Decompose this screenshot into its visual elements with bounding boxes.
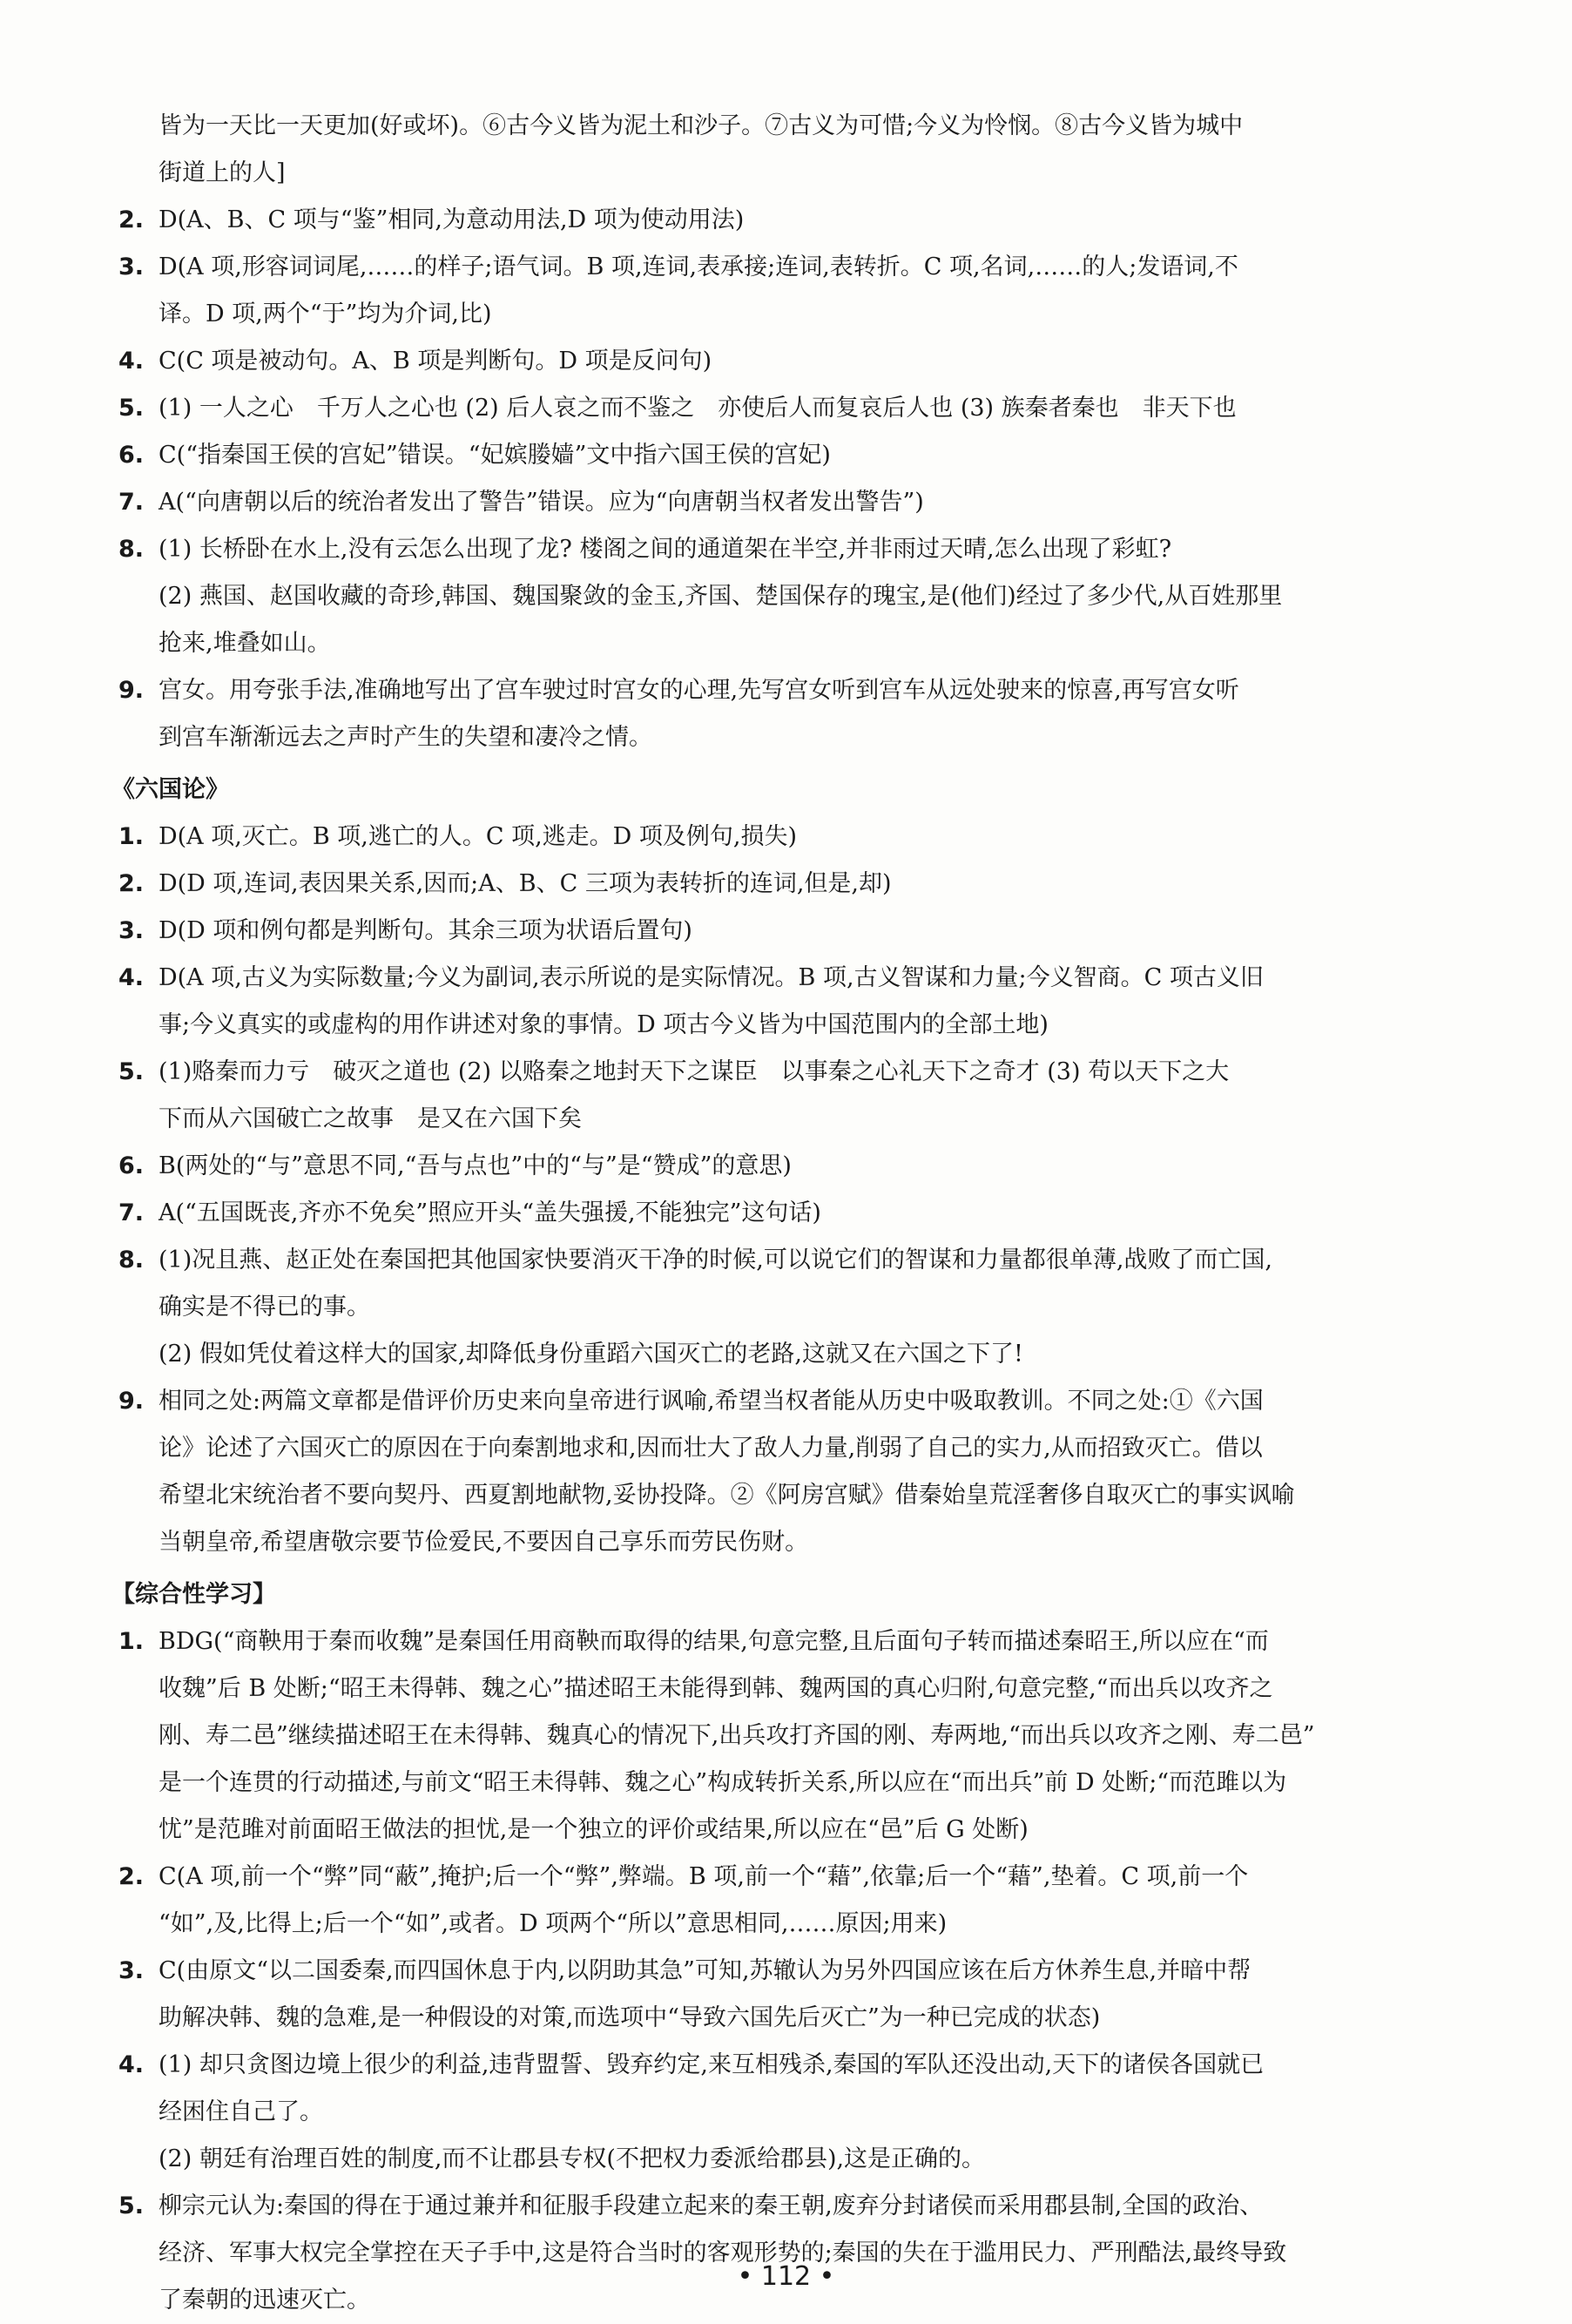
text-line: BDG(“商鞅用于秦而收魏”是秦国任用商鞅而取得的结果,句意完整,且后面句子转而描述秦昭王,所以应在“而: [159, 1628, 1269, 1655]
answer-item: [111, 385, 1470, 432]
text-line: B(两处的“与”意思不同,“吾与点也”中的“与”是“赞成”的意思): [159, 1152, 792, 1179]
answer-item: [111, 244, 1470, 338]
text-line: (2) 燕国、赵国收藏的奇珍,韩国、魏国聚敛的金玉,齐国、楚国保存的瑰宝,是(他们)经过了多少代,从百姓那里: [159, 583, 1283, 610]
answer-item: [111, 2042, 1470, 2183]
item-number: 6.: [118, 442, 145, 469]
answer-item: [111, 1948, 1470, 2042]
text-line: 宫女。用夸张手法,准确地写出了宫车驶过时宫女的心理,先写宫女听到宫车从远处驶来的惊喜,再写宫女听: [159, 677, 1239, 704]
text-line: 助解决韩、魏的急难,是一种假设的对策,而选项中“导致六国先后灭亡”为一种已完成的状态): [159, 2004, 1101, 2031]
text-line: (1) 一人之心 千万人之心也 (2) 后人哀之而不鉴之 亦使后人而复哀后人也 (3) 族秦者秦也 非天下也: [159, 395, 1237, 422]
answer-item: [111, 432, 1470, 479]
text-line: 经困住自己了。: [159, 2098, 323, 2125]
text-line: 忧”是范雎对前面昭王做法的担忧,是一个独立的评价或结果,所以应在“邑”后 G 处断): [159, 1816, 1029, 1843]
answer-item: [111, 667, 1470, 761]
continued-paragraph: [111, 103, 1470, 197]
text-line: A(“五国既丧,齐亦不免矣”照应开头“盖失强援,不能独完”这句话): [159, 1199, 821, 1226]
item-number: 3.: [118, 917, 145, 944]
text-line: (1)况且燕、赵正处在秦国把其他国家快要消灭干净的时候,可以说它们的智谋和力量都很单薄,战败了而亡国,: [159, 1246, 1272, 1273]
item-number: 5.: [118, 2192, 145, 2219]
text-line: (1) 长桥卧在水上,没有云怎么出现了龙? 楼阁之间的通道架在半空,并非雨过天晴,怎么出现了彩虹?: [159, 536, 1172, 563]
text-line: “如”,及,比得上;后一个“如”,或者。D 项两个“所以”意思相同,……原因;用来): [159, 1910, 948, 1937]
item-number: 5.: [118, 1058, 145, 1085]
answer-item: [111, 814, 1470, 861]
page-content: [111, 103, 1470, 2324]
text-line: C(A 项,前一个“弊”同“蔽”,掩护;后一个“弊”,弊端。B 项,前一个“藉”,依靠;后一个“藉”,垫着。C 项,前一个: [159, 1863, 1249, 1890]
answer-item: [111, 197, 1470, 244]
text-line: (1)赂秦而力亏 破灭之道也 (2) 以赂秦之地封天下之谋臣 以事秦之心礼天下之奇才 (3) 苟以天下之大: [159, 1058, 1230, 1085]
text-line: 街道上的人]: [159, 159, 286, 186]
text-line: 到宫车渐渐远去之声时产生的失望和凄冷之情。: [159, 724, 652, 751]
text-line: 事;今义真实的或虚构的用作讲述对象的事情。D 项古今义皆为中国范围内的全部土地): [159, 1011, 1049, 1038]
answer-item: [111, 908, 1470, 955]
item-number: 9.: [118, 1388, 145, 1415]
item-number: 7.: [118, 489, 145, 516]
text-line: 确实是不得已的事。: [159, 1294, 370, 1321]
section-heading-comprehensive-study: 【综合性学习】: [111, 1581, 276, 1608]
item-number: 1.: [118, 1628, 145, 1655]
text-line: 经济、军事大权完全掌控在天子手中,这是符合当时的客观形势的;秦国的失在于滥用民力、严刑酷法,最终导致: [159, 2240, 1287, 2267]
text-line: (2) 假如凭仗着这样大的国家,却降低身份重蹈六国灭亡的老路,这就又在六国之下了!: [159, 1341, 1023, 1368]
text-line: 希望北宋统治者不要向契丹、西夏割地献物,妥协投降。②《阿房宫赋》借秦始皇荒淫奢侈自取灭亡的事实讽喻: [159, 1482, 1295, 1509]
answer-item: [111, 1190, 1470, 1237]
sub-answer: [159, 1331, 1470, 1378]
item-number: 7.: [118, 1199, 145, 1226]
text-line: 是一个连贯的行动描述,与前文“昭王未得韩、魏之心”构成转折关系,所以应在“而出兵”前 D 处断;“而范雎以为: [159, 1769, 1287, 1796]
text-line: 皆为一天比一天更加(好或坏)。⑥古今义皆为泥土和沙子。⑦古义为可惜;今义为怜悯。⑧古今义皆为城中: [159, 112, 1244, 139]
section-heading-liuguolun: 《六国论》: [111, 776, 229, 803]
sub-answer: [159, 573, 1470, 667]
answer-item: [111, 1237, 1470, 1378]
text-line: 收魏”后 B 处断;“昭王未得韩、魏之心”描述昭王未能得到韩、魏两国的真心归附,句意完整,“而出兵以攻齐之: [159, 1675, 1273, 1702]
answer-item: [111, 1049, 1470, 1143]
answer-item: [111, 1143, 1470, 1190]
item-number: 1.: [118, 823, 145, 850]
text-line: 抢来,堆叠如山。: [159, 630, 331, 657]
item-number: 8.: [118, 536, 145, 563]
section-2-list: [111, 814, 1470, 1566]
text-line: D(A 项,灭亡。B 项,逃亡的人。C 项,逃走。D 项及例句,损失): [159, 823, 798, 850]
item-number: 4.: [118, 2051, 145, 2078]
item-number: 4.: [118, 348, 145, 375]
text-line: D(A、B、C 项与“鉴”相同,为意动用法,D 项为使动用法): [159, 206, 745, 233]
text-line: (2) 朝廷有治理百姓的制度,而不让郡县专权(不把权力委派给郡县),这是正确的。: [159, 2145, 986, 2172]
item-number: 3.: [118, 253, 145, 280]
answer-item: [111, 526, 1470, 667]
text-line: D(A 项,形容词词尾,……的样子;语气词。B 项,连词,表承接;连词,表转折。C 项,名词,……的人;发语词,不: [159, 253, 1238, 280]
text-line: 当朝皇帝,希望唐敬宗要节俭爱民,不要因自己享乐而劳民伤财。: [159, 1529, 809, 1556]
text-line: 柳宗元认为:秦国的得在于通过兼并和征服手段建立起来的秦王朝,废弃分封诸侯而采用郡县制,全国的政治、: [159, 2192, 1264, 2219]
sub-answer: [159, 2136, 1470, 2183]
answer-item: [111, 861, 1470, 908]
section-1-list: [111, 197, 1470, 761]
item-number: 2.: [118, 870, 145, 897]
text-line: C(“指秦国王侯的宫妃”错误。“妃嫔媵嫱”文中指六国王侯的宫妃): [159, 442, 831, 469]
text-line: D(A 项,古义为实际数量;今义为副词,表示所说的是实际情况。B 项,古义智谋和力量;今义智商。C 项古义旧: [159, 964, 1264, 991]
text-line: 下而从六国破亡之故事 是又在六国下矣: [159, 1105, 582, 1132]
item-number: 4.: [118, 964, 145, 991]
answer-item: [111, 1618, 1470, 1854]
item-number: 5.: [118, 395, 145, 422]
answer-item: [111, 955, 1470, 1049]
text-line: 了秦朝的迅速灭亡。: [159, 2287, 370, 2314]
text-line: (1) 却只贪图边境上很少的利益,违背盟誓、毁弃约定,来互相残杀,秦国的军队还没出动,天下的诸侯各国就已: [159, 2051, 1265, 2078]
text-line: 译。D 项,两个“于”均为介词,比): [159, 301, 492, 328]
answer-item: [111, 479, 1470, 526]
text-line: 论》论述了六国灭亡的原因在于向秦割地求和,因而壮大了敌人力量,削弱了自己的实力,从而招致灭亡。借以: [159, 1435, 1263, 1462]
item-number: 2.: [118, 206, 145, 233]
text-line: 相同之处:两篇文章都是借评价历史来向皇帝进行讽喻,希望当权者能从历史中吸取教训。不同之处:①《六国: [159, 1388, 1264, 1415]
answer-item: [111, 1378, 1470, 1566]
text-line: C(由原文“以二国委秦,而四国休息于内,以阴助其急”可知,苏辙认为另外四国应该在后方休养生息,并暗中帮: [159, 1957, 1252, 1984]
item-number: 2.: [118, 1863, 145, 1890]
item-number: 3.: [118, 1957, 145, 1984]
item-number: 9.: [118, 677, 145, 704]
section-3-list: [111, 1618, 1470, 2324]
answer-item: [111, 338, 1470, 385]
page-number: • 112 •: [737, 2261, 835, 2292]
item-number: 6.: [118, 1152, 145, 1179]
text-line: 刚、寿二邑”继续描述昭王在未得韩、魏真心的情况下,出兵攻打齐国的刚、寿两地,“而出兵以攻齐之刚、寿二邑”: [159, 1722, 1315, 1749]
text-line: D(D 项和例句都是判断句。其余三项为状语后置句): [159, 917, 692, 944]
text-line: D(D 项,连词,表因果关系,因而;A、B、C 三项为表转折的连词,但是,却): [159, 870, 892, 897]
text-line: C(C 项是被动句。A、B 项是判断句。D 项是反问句): [159, 348, 712, 375]
answer-item: [111, 1854, 1470, 1948]
answer-item: [111, 2183, 1470, 2324]
text-line: A(“向唐朝以后的统治者发出了警告”错误。应为“向唐朝当权者发出警告”): [159, 489, 924, 516]
item-number: 8.: [118, 1246, 145, 1273]
